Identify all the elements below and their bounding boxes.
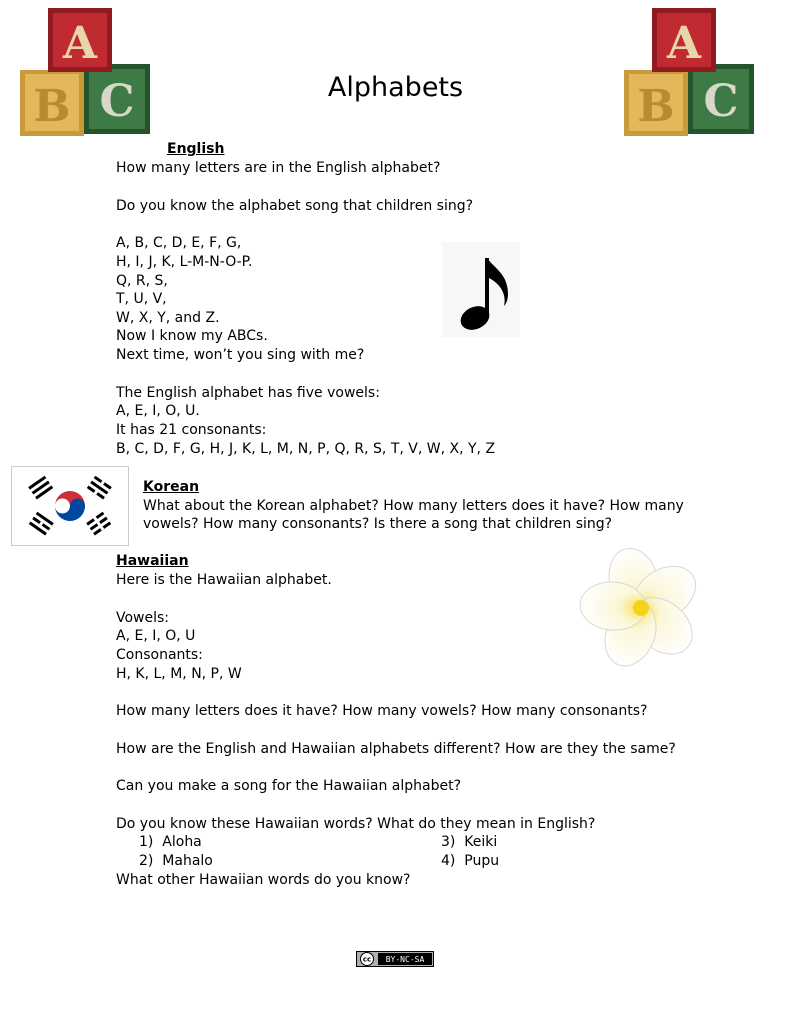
- cc-license-badge: [356, 951, 434, 967]
- korean-text-line-2: vowels? How many consonants? Is there a song that children sing?: [143, 516, 613, 532]
- word-list-item: [441, 833, 497, 852]
- hawaiian-question-3: Can you make a song for the Hawaiian alphabet?: [116, 778, 462, 794]
- song-line: A, B, C, D, E, F, G,: [116, 235, 242, 251]
- korean-text-line-1: What about the Korean alphabet? How many letters does it have? How many: [143, 498, 684, 514]
- svg-text:A: A: [62, 18, 98, 69]
- hawaiian-consonants-label: Consonants:: [116, 647, 203, 663]
- svg-text:C: C: [99, 76, 135, 127]
- word: Pupu: [464, 853, 500, 869]
- hawaiian-vowels-label: Vowels:: [116, 610, 170, 626]
- hawaiian-heading: Hawaiian: [116, 553, 189, 569]
- english-heading: English: [167, 141, 225, 157]
- word-number: 1): [139, 834, 154, 850]
- word-list-item: [441, 852, 499, 871]
- english-question-1: How many letters are in the English alphabet?: [116, 160, 441, 176]
- hawaiian-vowels: A, E, I, O, U: [116, 628, 196, 644]
- song-line: W, X, Y, and Z.: [116, 310, 220, 326]
- hawaiian-intro: Here is the Hawaiian alphabet.: [116, 572, 332, 588]
- word-number: 3): [441, 834, 456, 850]
- english-consonants-intro: It has 21 consonants:: [116, 422, 267, 438]
- korean-heading: Korean: [143, 479, 200, 495]
- hawaiian-consonants: H, K, L, M, N, P, W: [116, 666, 242, 682]
- english-vowels-intro: The English alphabet has five vowels:: [116, 385, 380, 401]
- music-note-icon: [442, 242, 520, 337]
- english-question-2: Do you know the alphabet song that children sing?: [116, 198, 474, 214]
- hawaiian-question-1: How many letters does it have? How many vowels? How many consonants?: [116, 703, 648, 719]
- word-list-item: [139, 852, 213, 871]
- svg-text:BY-NC-SA: BY-NC-SA: [385, 955, 425, 964]
- song-line: H, I, J, K, L-M-N-O-P.: [116, 254, 253, 270]
- word: Keiki: [464, 834, 498, 850]
- block-a: [652, 8, 716, 72]
- svg-text:cc: cc: [362, 955, 372, 964]
- word-list-item: [139, 833, 202, 852]
- svg-text:B: B: [33, 81, 71, 132]
- svg-text:B: B: [637, 81, 675, 132]
- english-consonants: B, C, D, F, G, H, J, K, L, M, N, P, Q, R, S, T, V, W, X, Y, Z: [116, 441, 496, 457]
- song-line: Next time, won’t you sing with me?: [116, 347, 365, 363]
- korean-flag-image: [11, 466, 129, 546]
- page-title: Alphabets: [327, 72, 464, 103]
- song-line: Q, R, S,: [116, 273, 168, 289]
- word-number: 2): [139, 853, 154, 869]
- word: Mahalo: [162, 853, 213, 869]
- song-line: T, U, V,: [116, 291, 167, 307]
- svg-text:C: C: [703, 76, 739, 127]
- hawaiian-question-2: How are the English and Hawaiian alphabets different? How are they the same?: [116, 741, 676, 757]
- english-vowels: A, E, I, O, U.: [116, 403, 200, 419]
- word: Aloha: [162, 834, 202, 850]
- block-a: [48, 8, 112, 72]
- plumeria-flower-image: [568, 544, 714, 682]
- svg-text:A: A: [666, 18, 702, 69]
- word-number: 4): [441, 853, 456, 869]
- song-line: Now I know my ABCs.: [116, 328, 268, 344]
- hawaiian-question-4: Do you know these Hawaiian words? What do they mean in English?: [116, 816, 596, 832]
- hawaiian-question-5: What other Hawaiian words do you know?: [116, 872, 411, 888]
